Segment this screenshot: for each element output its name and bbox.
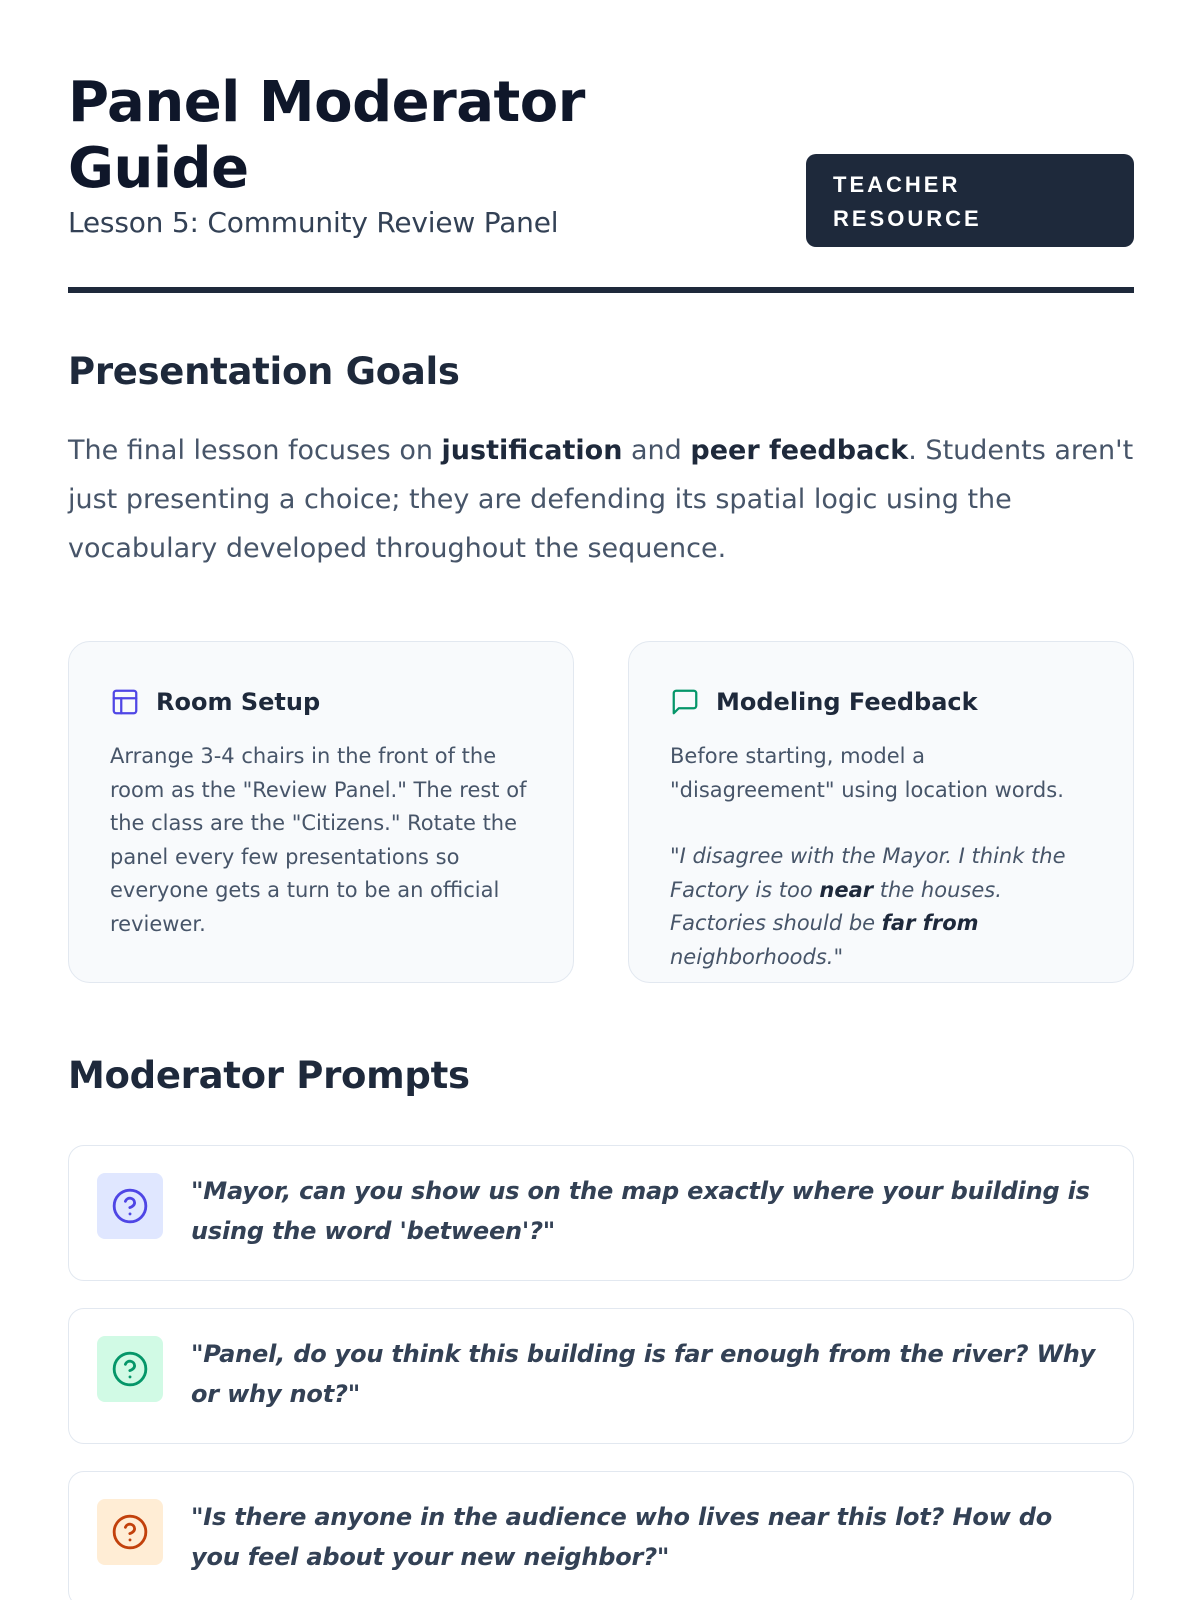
header [68,70,1134,294]
badge-line-2: RESOURCE [833,206,982,231]
room-setup-body: Arrange 3-4 chairs in the front of the room as the "Review Panel." The rest of the class are the "Citizens." Rotate the panel every few presentations so everyone gets a turn to be an official reviewer. [110,744,527,936]
goals-text-1: The final lesson focuses on [68,435,442,466]
layout-icon [110,687,140,717]
prompt-text: "Panel, do you think this building is far enough from the river? Why or why not?" [191,1340,1096,1408]
badge-line-1: TEACHER [833,172,961,197]
goals-text-3: . Students aren't just presenting a choice; they are defending its spatial logic using the vocabulary developed throughout the sequence. [68,435,1134,564]
room-setup-card [68,641,574,983]
goals-text-2: and [622,435,691,466]
room-setup-header [110,684,532,720]
quote-bold-near: near [819,877,874,902]
modeling-feedback-header [670,684,1092,720]
quote-bold-far-from: far from [881,911,979,935]
section-heading-goals: Presentation Goals [68,350,460,393]
modeling-feedback-card [628,641,1134,983]
goals-bold-peer-feedback: peer feedback [690,435,909,466]
room-setup-title: Room Setup [156,688,321,716]
modeling-feedback-title: Modeling Feedback [716,688,978,716]
header-divider [68,287,1134,293]
question-icon [111,1513,149,1551]
question-icon [111,1350,149,1388]
prompt-icon-box [97,1173,163,1239]
modeling-feedback-body: Before starting, model a "disagreement" using location words. [670,744,1064,802]
prompt-icon-box [97,1499,163,1565]
prompt-card [68,1308,1134,1444]
prompt-card [68,1145,1134,1281]
prompt-text: "Mayor, can you show us on the map exactly where your building is using the word 'between'?" [191,1177,1090,1245]
teacher-resource-badge [806,154,1134,247]
page-subtitle: Lesson 5: Community Review Panel [68,206,559,239]
quote-text-1: "I disagree with the Mayor. I think the Factory is too [670,844,1066,902]
prompt-text: "Is there anyone in the audience who lives near this lot? How do you feel about your new neighbor?" [191,1503,1053,1571]
chat-icon [670,687,700,717]
page-title: Panel Moderator Guide [68,70,585,201]
goals-paragraph [68,426,1134,573]
prompt-icon-box [97,1336,163,1402]
prompt-card [68,1471,1134,1600]
quote-text-2: the houses. Factories should be [670,877,1002,935]
section-heading-prompts: Moderator Prompts [68,1054,470,1097]
quote-text-3: neighborhoods." [670,944,844,969]
modeling-feedback-quote [670,840,1092,974]
goals-bold-justification: justification [441,435,623,466]
question-icon [111,1187,149,1225]
